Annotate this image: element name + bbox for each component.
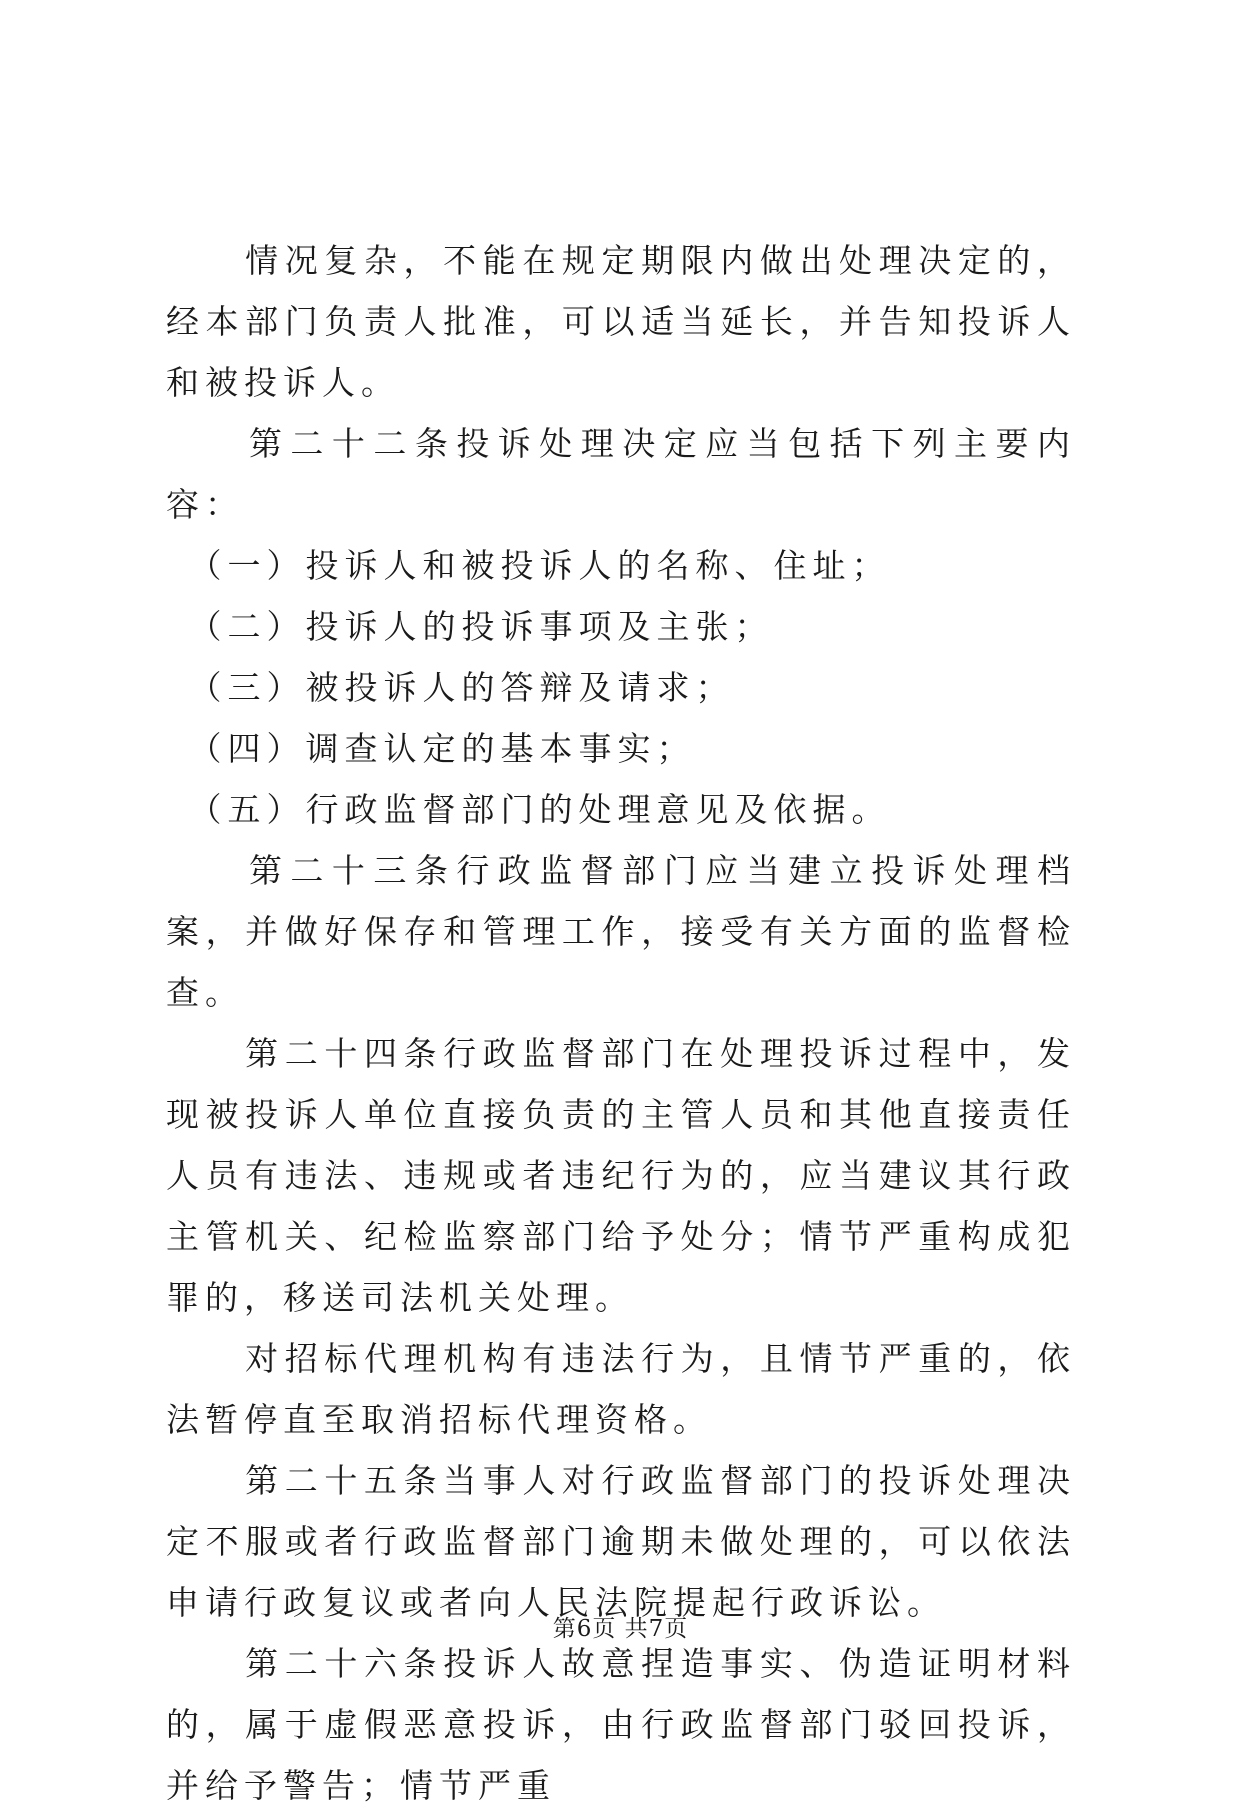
paragraph-12: 第二十六条投诉人故意捏造事实、伪造证明材料的，属于虚假恶意投诉，由行政监督部门驳回投诉，并给予警告；情节严重 (166, 1644, 1076, 1805)
paragraph-8: 第二十三条行政监督部门应当建立投诉处理档案，并做好保存和管理工作，接受有关方面的监督检查。 (166, 851, 1076, 1012)
page-footer: 第6页 共7页 (552, 1616, 689, 1642)
paragraph-3: （一）投诉人和被投诉人的名称、住址； (166, 546, 891, 585)
paragraph-7: （五）行政监督部门的处理意见及依据。 (166, 790, 891, 829)
paragraph-11: 第二十五条当事人对行政监督部门的投诉处理决定不服或者行政监督部门逾期未做处理的，可以依法申请行政复议或者向人民法院提起行政诉讼。 (166, 1461, 1076, 1622)
paragraph-6: （四）调查认定的基本事实； (166, 729, 696, 768)
paragraph-9: 第二十四条行政监督部门在处理投诉过程中，发现被投诉人单位直接负责的主管人员和其他直接责任人员有违法、违规或者违纪行为的，应当建议其行政主管机关、纪检监察部门给予处分；情节严重构成犯罪的，移送司法机关处理。 (166, 1034, 1076, 1317)
paragraph-4: （二）投诉人的投诉事项及主张； (166, 607, 774, 646)
paragraph-10: 对招标代理机构有违法行为，且情节严重的，依法暂停直至取消招标代理资格。 (166, 1339, 1076, 1439)
paragraph-1: 情况复杂，不能在规定期限内做出处理决定的，经本部门负责人批准，可以适当延长，并告知投诉人和被投诉人。 (166, 241, 1076, 402)
paragraph-2: 第二十二条投诉处理决定应当包括下列主要内容： (166, 424, 1076, 524)
paragraph-5: （三）被投诉人的答辩及请求； (166, 668, 735, 707)
document-body (166, 230, 1076, 1816)
